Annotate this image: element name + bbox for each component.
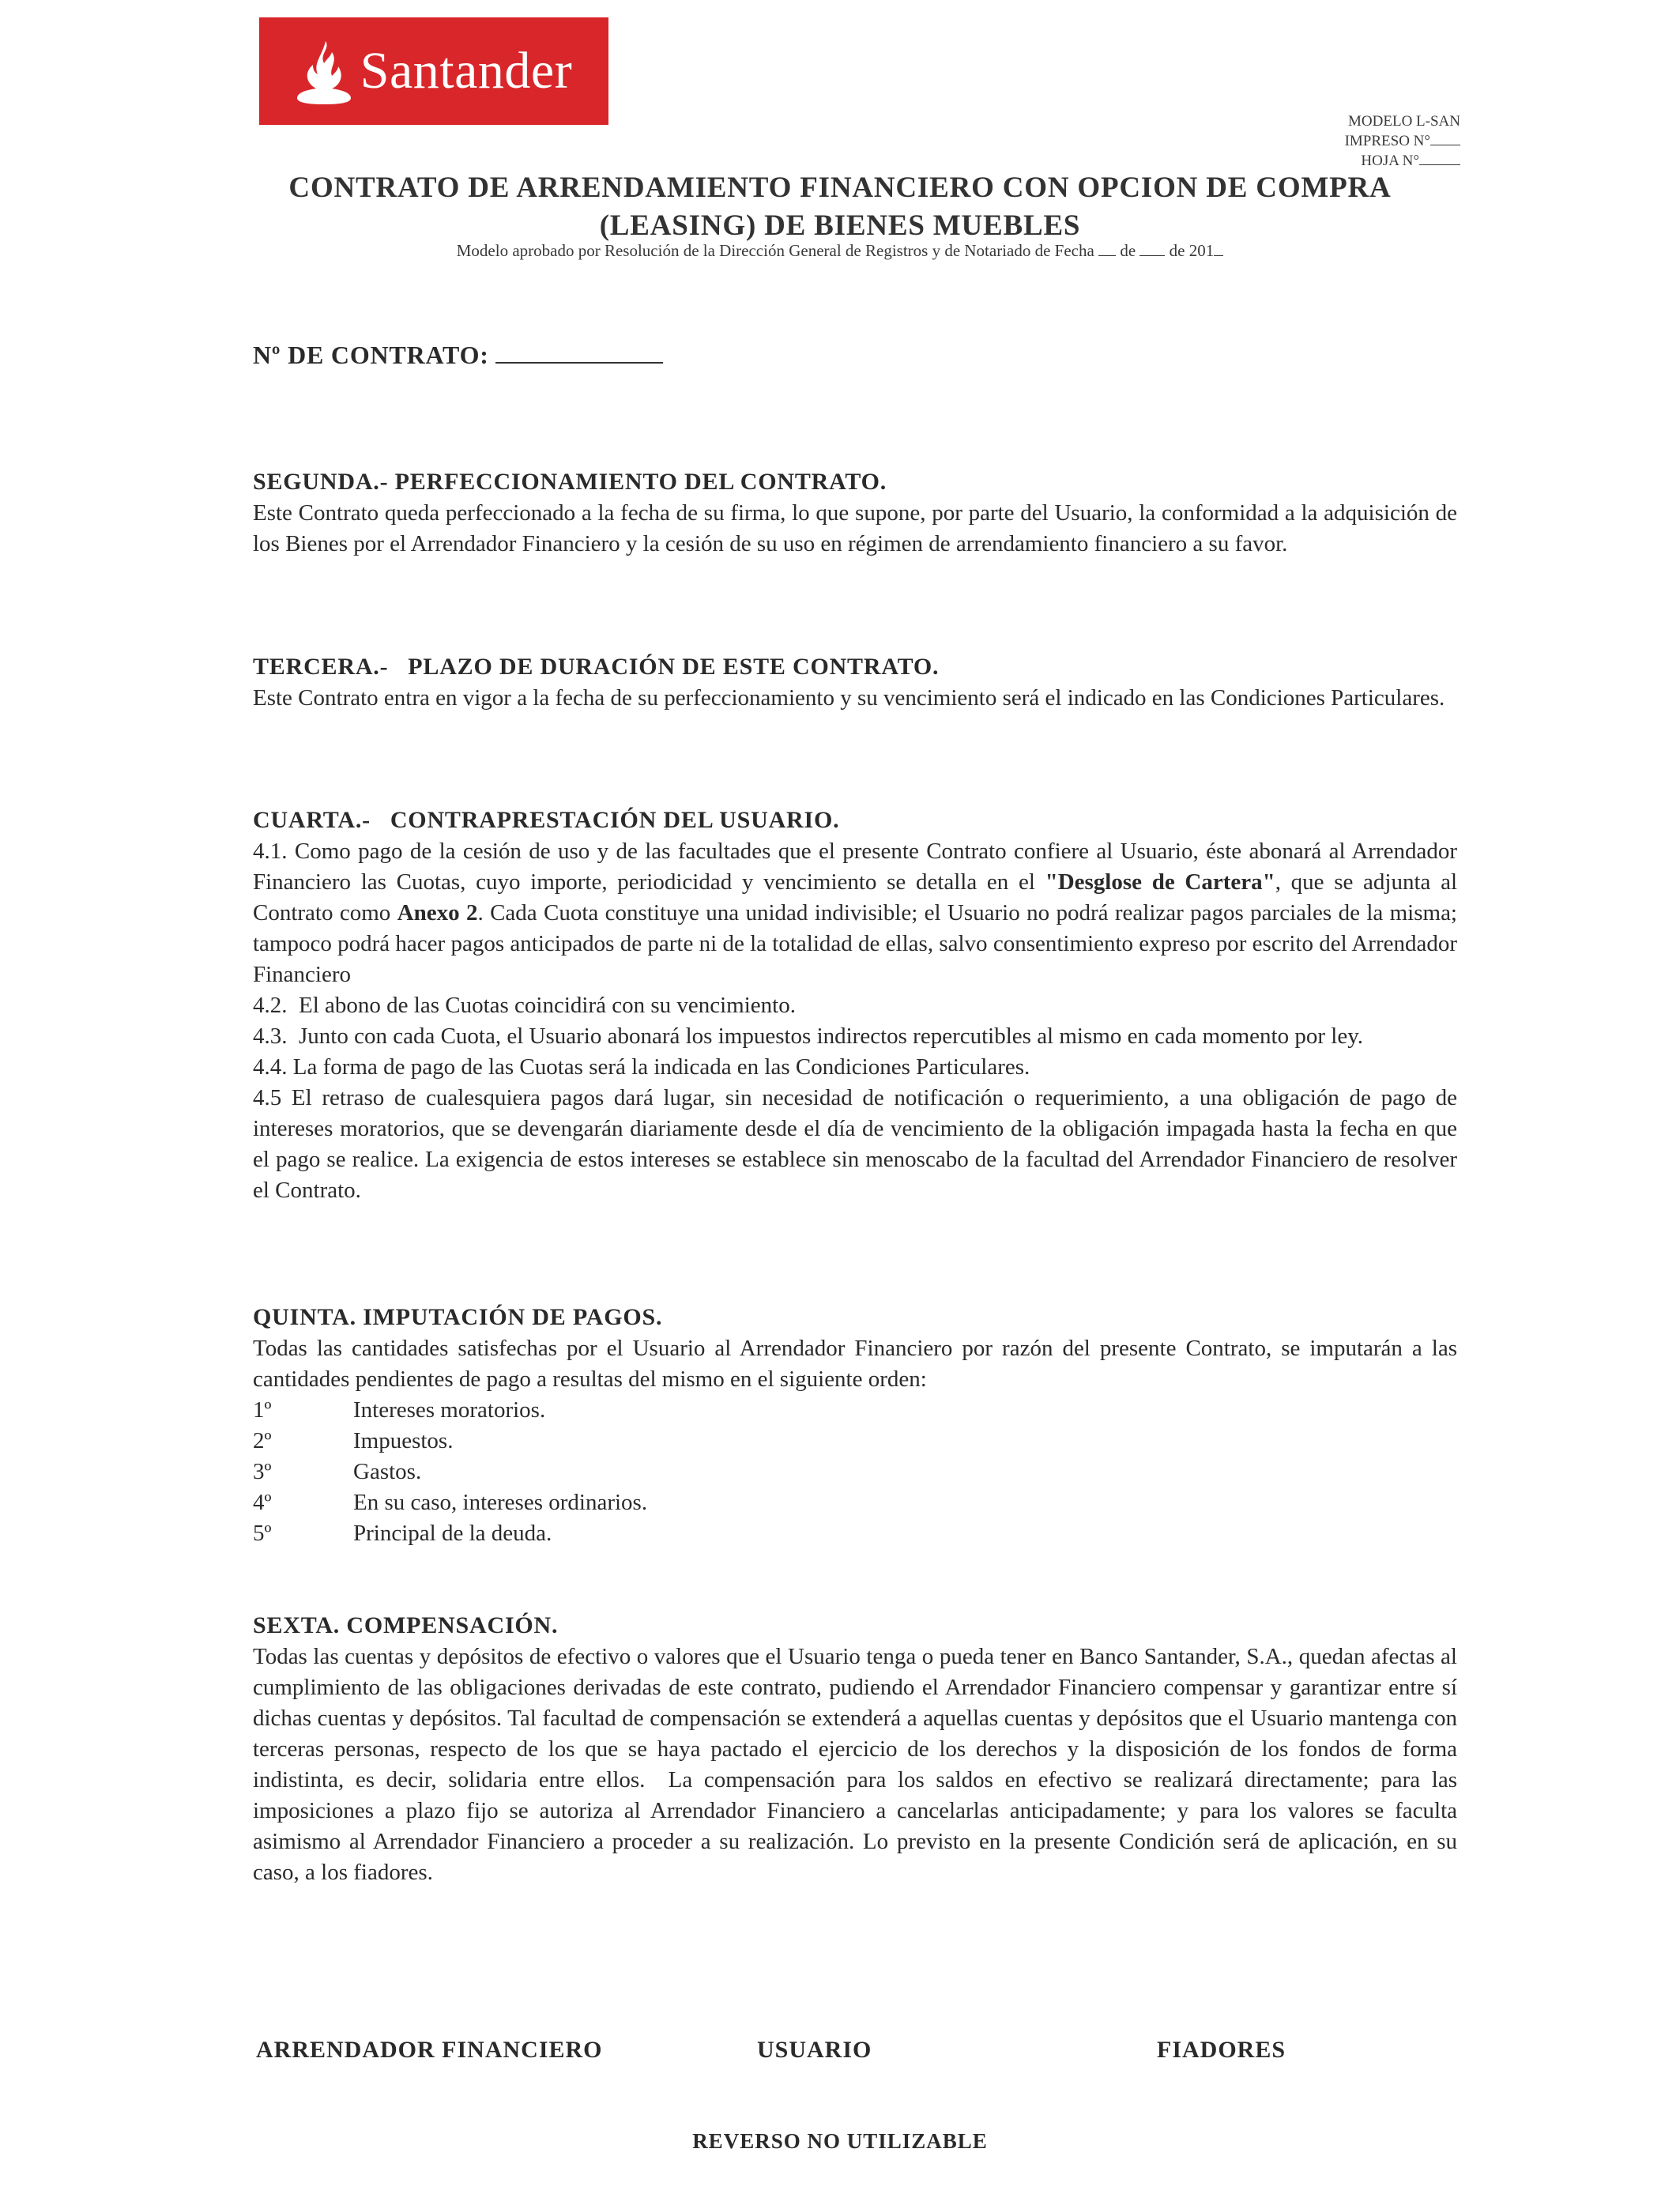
year-blank [1214,255,1223,256]
signature-lessor: ARRENDADOR FINANCIERO [256,2037,603,2063]
clause-4-5: 4.5 El retraso de cualesquiera pagos dará lugar, sin necesidad de notificación o requerimiento, a una obligación de pago de intereses moratorios, que se devengarán diariamente desde el día de vencimiento de la obligación impagada hasta la fecha en que el pago se realice. La exigencia de estos intereses se establece sin menoscabo de la facultad del Arrendador Financiero de resolver el Contrato. [253,1085,1457,1203]
approval-note [0,241,1680,261]
impreso-label: IMPRESO N° [1344,133,1430,149]
list-item: 1º Intereses moratorios. [253,1397,546,1423]
section-quinta [253,1302,1457,1549]
section-text: Todas las cantidades satisfechas por el Usuario al Arrendador Financiero por razón del presente Contrato, se imputarán a las cantidades pendientes de pago a resultas del mismo en el siguiente orden: [253,1336,1457,1392]
section-text: Todas las cuentas y depósitos de efectivo o valores que el Usuario tenga o pueda tener en Banco Santander, S.A., quedan afectas al cumplimiento de las obligaciones derivadas de este contrato, pudiendo el Arrendador Financiero compensar y garantizar entre sí dichas cuentas y depósitos. Tal facultad de compensación se extenderá a aquellas cuentas y depósitos que el Usuario mantenga con terceras personas, respecto de los que se haya pactado el ejercicio de los derechos y la disposición de los fondos de forma indistinta, es decir, solidaria entre ellos. La compensación para los saldos en efectivo se realizará directamente; para las imposiciones a plazo fijo se autoriza al Arrendador Financiero a cancelarlas anticipadamente; y para los valores se faculta asimismo al Arrendador Financiero a proceder a su realización. Lo previsto en la presente Condición será de aplicación, en su caso, a los fiadores. [253,1644,1463,1885]
list-item: 3º Gastos. [253,1459,422,1484]
clause-4-1 [253,836,1457,990]
clause-4-1-a: 4.1. Como pago de la cesión de uso y de las facultades que el presente Contrato confiere al Usuario, éste abonará al Arrendador Financiero las Cuotas, cuyo importe, periodicidad y vencimiento se detalla en el [253,839,1457,895]
document-title [0,169,1680,245]
signature-guarantors: FIADORES [1157,2037,1286,2063]
section-text: Este Contrato entra en vigor a la fecha de su perfeccionamiento y su vencimiento será el indicado en las Condiciones Particulares. [253,685,1445,711]
clause-4-1-c: , que se adjunta al Contrato como [253,869,1458,925]
section-heading: SEXTA. COMPENSACIÓN. [253,1612,559,1638]
list-item: 4º En su caso, intereses ordinarios. [253,1490,648,1515]
approval-text: Modelo aprobado por Resolución de la Dirección General de Registros y de Notariado de Fecha [456,241,1094,260]
brand-name: Santander [360,42,573,100]
contract-number [253,341,663,370]
signature-user: USUARIO [757,2037,872,2063]
clause-4-2: 4.2. El abono de las Cuotas coincidirá con su vencimiento. [253,993,796,1018]
hoja-label: HOJA N° [1361,153,1419,169]
desglose-cartera: "Desglose de Cartera" [1045,869,1275,895]
section-sexta [253,1610,1463,1888]
title-line-2: (LEASING) DE BIENES MUEBLES [599,209,1081,242]
section-heading: SEGUNDA.- PERFECCIONAMIENTO DEL CONTRATO. [253,469,887,495]
section-segunda [253,466,1457,560]
section-heading: QUINTA. IMPUTACIÓN DE PAGOS. [253,1304,663,1330]
reverse-note: REVERSO NO UTILIZABLE [692,2129,988,2153]
contract-number-label: Nº DE CONTRATO: [253,341,489,369]
anexo-2: Anexo 2 [397,900,478,925]
section-cuarta [253,805,1457,1206]
title-line-1: CONTRATO DE ARRENDAMIENTO FINANCIERO CON OPCION DE COMPRA [288,172,1392,204]
hoja-line [1271,151,1460,171]
approval-de: de [1120,241,1136,260]
clause-4-1-e: . Cada Cuota constituye una unidad indivisible; el Usuario no podrá realizar pagos parciales de la misma; tampoco podrá hacer pagos anticipados de parte ni de la totalidad de ellas, salvo consentimiento expreso por escrito del Arrendador Financiero [253,900,1457,987]
list-item: 5º Principal de la deuda. [253,1521,552,1546]
payment-order-list [253,1395,1457,1549]
flame-icon [296,38,352,104]
section-text: Este Contrato queda perfeccionado a la fecha de su firma, lo que supone, por parte del Usuario, la conformidad a la adquisición de los Bienes por el Arrendador Financiero y la cesión de su uso en régimen de arrendamiento financiero a su favor. [253,500,1457,556]
santander-logo [259,17,608,125]
model-code: MODELO L-SAN [1348,113,1460,130]
hoja-blank [1419,164,1460,165]
impreso-line [1271,131,1460,151]
day-blank [1098,255,1116,256]
section-heading: CUARTA.- CONTRAPRESTACIÓN DEL USUARIO. [253,807,840,833]
model-info [1271,111,1460,171]
clause-4-3: 4.3. Junto con cada Cuota, el Usuario abonará los impuestos indirectos repercutibles al mismo en cada momento por ley. [253,1023,1364,1049]
list-item: 2º Impuestos. [253,1428,454,1453]
clause-4-4: 4.4. La forma de pago de las Cuotas será la indicada en las Condiciones Particulares. [253,1054,1030,1080]
contract-number-blank [495,362,663,364]
approval-year: de 201 [1169,241,1215,260]
section-tercera [253,651,1457,714]
month-blank [1139,255,1165,256]
section-heading: TERCERA.- PLAZO DE DURACIÓN DE ESTE CONTRATO. [253,654,940,680]
